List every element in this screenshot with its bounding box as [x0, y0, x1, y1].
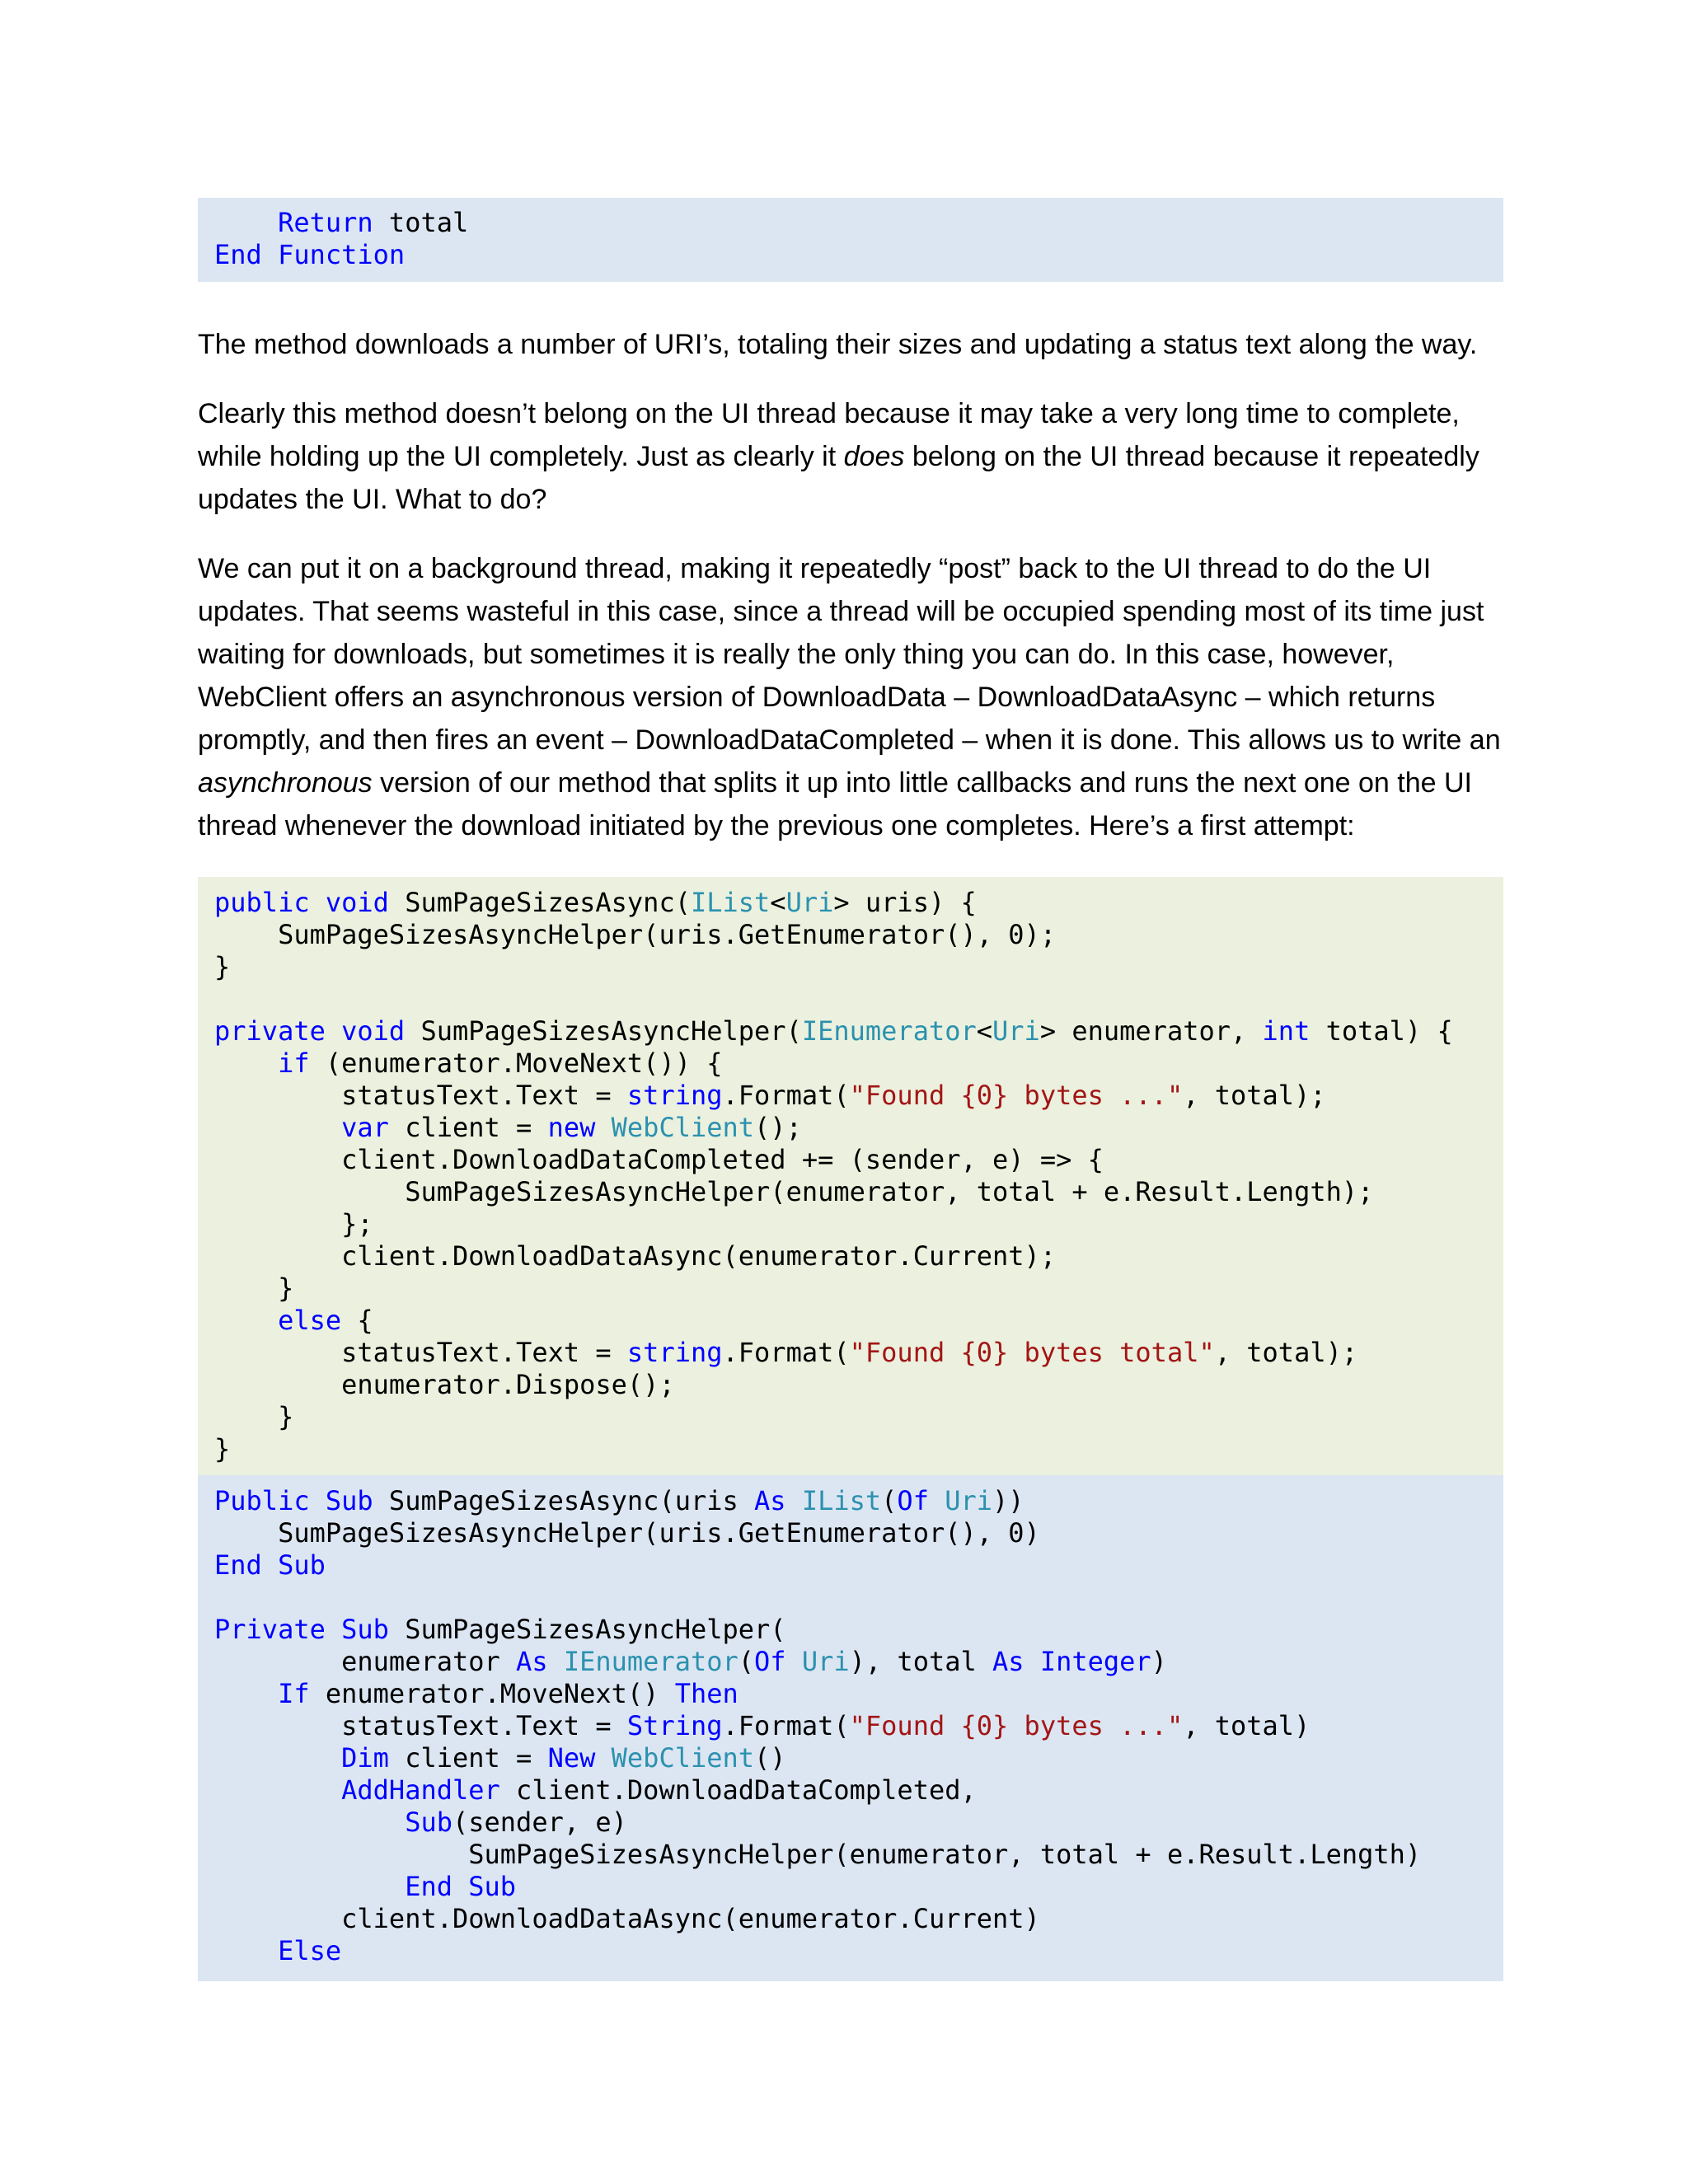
code-line [214, 983, 1503, 1015]
code-token [326, 1015, 341, 1047]
code-token [310, 1485, 326, 1516]
code-line [214, 1485, 1503, 1517]
code-token: ), total [849, 1646, 993, 1677]
code-token: Integer [1039, 1646, 1151, 1677]
code-token [214, 1935, 278, 1966]
code-line [214, 1549, 1503, 1582]
code-token [452, 1871, 468, 1902]
code-token: Uri [945, 1485, 993, 1516]
code-token: SumPageSizesAsync(uris [373, 1485, 755, 1516]
code-token: If [278, 1678, 310, 1709]
code-token: (); [754, 1112, 802, 1143]
code-line [214, 1112, 1503, 1144]
code-line [214, 1871, 1503, 1903]
code-token: < [770, 887, 786, 918]
code-token: enumerator.MoveNext() [309, 1678, 675, 1709]
code-line [214, 1517, 1503, 1549]
code-token [214, 207, 278, 238]
code-token: "Found {0} bytes total" [849, 1337, 1215, 1368]
emphasis-asynchronous: asynchronous [198, 767, 373, 799]
code-token: } [214, 1272, 294, 1304]
code-token: .Format( [722, 1710, 850, 1741]
code-token: As [516, 1646, 548, 1677]
code-token: AddHandler [341, 1774, 500, 1806]
code-token: client.DownloadDataAsync(enumerator.Current); [214, 1240, 1057, 1272]
code-token: client = [388, 1112, 548, 1143]
code-line [214, 1807, 1503, 1839]
code-token: Of [754, 1646, 786, 1677]
code-line [214, 1774, 1503, 1807]
code-line [214, 1272, 1503, 1305]
code-token: "Found {0} bytes ..." [849, 1080, 1184, 1111]
code-token: (enumerator.MoveNext()) { [309, 1047, 723, 1079]
code-token [262, 1549, 278, 1581]
code-line [214, 239, 1503, 271]
code-line [214, 1240, 1503, 1272]
code-token: ( [738, 1646, 755, 1677]
code-token [929, 1485, 945, 1516]
paragraph-text-part1: Clearly this method doesn’t belong on the UI thread because it may take a very long time to complete, while holding up the UI completely. Just as clearly it [198, 398, 1460, 472]
code-token: }; [214, 1208, 373, 1240]
code-token: Private [214, 1614, 326, 1645]
code-token: ) [1151, 1646, 1167, 1677]
code-token [214, 1678, 278, 1709]
code-token [214, 1305, 278, 1336]
code-line [214, 887, 1503, 919]
code-token [1025, 1646, 1040, 1677]
code-token: Sub [468, 1871, 517, 1902]
code-token: SumPageSizesAsyncHelper(uris.GetEnumerator(), 0); [214, 919, 1057, 950]
code-token: As [754, 1485, 786, 1516]
code-token: Of [897, 1485, 929, 1516]
code-token: WebClient [611, 1112, 755, 1143]
code-token: Sub [278, 1549, 326, 1581]
code-token: End [214, 1549, 262, 1581]
code-token: statusText.Text = [214, 1080, 627, 1111]
code-line [214, 1080, 1503, 1112]
code-token: Then [674, 1678, 738, 1709]
code-line [214, 1144, 1503, 1176]
code-token [595, 1112, 611, 1143]
code-token [786, 1646, 802, 1677]
code-token: "Found {0} bytes ..." [849, 1710, 1184, 1741]
code-token: New [547, 1742, 596, 1774]
code-line [214, 1433, 1503, 1465]
code-token: Sub [405, 1807, 452, 1838]
code-token: { [341, 1305, 373, 1336]
code-line [214, 1401, 1503, 1433]
code-token [214, 1807, 405, 1838]
code-token: .Format( [722, 1080, 850, 1111]
code-token: total [373, 207, 469, 238]
code-token: else [278, 1305, 342, 1336]
code-token: IList [801, 1485, 882, 1516]
code-line [214, 1369, 1503, 1401]
paragraph-ui-thread [198, 392, 1503, 521]
code-token [786, 1485, 802, 1516]
code-token [326, 1614, 341, 1645]
code-token: > enumerator, [1039, 1015, 1263, 1047]
code-token: } [214, 951, 231, 982]
paragraph-text-part2: belong on the UI thread because it repeatedly updates the UI. What to do? [198, 441, 1479, 515]
code-token [214, 1047, 278, 1079]
code-token: Public [214, 1485, 310, 1516]
code-token: IList [690, 887, 771, 918]
code-token [595, 1742, 611, 1774]
code-line [214, 1305, 1503, 1337]
code-line [214, 1582, 1503, 1614]
code-line [214, 1208, 1503, 1240]
code-line [214, 1742, 1503, 1774]
code-token: void [341, 1015, 406, 1047]
code-line [214, 1903, 1503, 1935]
code-line [214, 1710, 1503, 1742]
code-line [214, 1935, 1503, 1967]
code-token: SumPageSizesAsyncHelper(enumerator, total + e.Result.Length) [214, 1839, 1422, 1870]
code-line [214, 1176, 1503, 1208]
code-token: , total) [1183, 1710, 1311, 1741]
code-token: Uri [785, 887, 834, 918]
code-token: IEnumerator [563, 1646, 738, 1677]
code-token: } [214, 1401, 294, 1432]
code-token: if [278, 1047, 310, 1079]
code-token: End [214, 239, 262, 270]
code-token: (sender, e) [452, 1807, 627, 1838]
code-line [214, 951, 1503, 983]
vb-code-block [198, 1475, 1503, 1981]
code-token: client.DownloadDataCompleted += (sender, e) => { [214, 1144, 1104, 1175]
code-token [214, 1871, 405, 1902]
code-token [214, 1112, 341, 1143]
paragraph-text-part2: version of our method that splits it up into little callbacks and runs the next one on the UI thread whenever the download initiated by the previous one completes. Here’s a first attempt: [198, 767, 1472, 841]
code-token: client.DownloadDataCompleted, [499, 1774, 977, 1806]
code-line [214, 1047, 1503, 1080]
paragraph-background-thread [198, 547, 1503, 847]
code-token: var [341, 1112, 389, 1143]
code-line [214, 1614, 1503, 1646]
code-token: String [626, 1710, 723, 1741]
code-token: () [754, 1742, 786, 1774]
code-line [214, 919, 1503, 951]
code-token: Sub [325, 1485, 373, 1516]
code-line [214, 1839, 1503, 1871]
code-token: SumPageSizesAsyncHelper(enumerator, total + e.Result.Length); [214, 1176, 1374, 1207]
code-token: private [214, 1015, 326, 1047]
code-token: SumPageSizesAsync( [388, 887, 691, 918]
code-line [214, 207, 1503, 239]
code-line [214, 1015, 1503, 1047]
code-token: Else [278, 1935, 342, 1966]
code-token: int [1262, 1015, 1311, 1047]
code-token: IEnumerator [801, 1015, 977, 1047]
code-token: .Format( [722, 1337, 850, 1368]
code-token: statusText.Text = [214, 1710, 627, 1741]
code-token: Uri [992, 1015, 1040, 1047]
code-token: SumPageSizesAsyncHelper( [388, 1614, 786, 1645]
code-token: Sub [341, 1614, 389, 1645]
code-token [548, 1646, 564, 1677]
code-token [262, 239, 278, 270]
code-token: client = [388, 1742, 548, 1774]
code-token: total) { [1310, 1015, 1453, 1047]
code-line [214, 1337, 1503, 1369]
code-token: As [992, 1646, 1025, 1677]
code-token: client.DownloadDataAsync(enumerator.Current) [214, 1903, 1040, 1934]
code-token [310, 887, 326, 918]
paragraph-text: The method downloads a number of URI’s, totaling their sizes and updating a status text along the way. [198, 329, 1478, 360]
csharp-code-block [198, 877, 1503, 1475]
code-token: WebClient [611, 1742, 755, 1774]
code-token: , total); [1214, 1337, 1358, 1368]
code-token: void [325, 887, 389, 918]
code-line [214, 1678, 1503, 1710]
code-token: enumerator.Dispose(); [214, 1369, 675, 1400]
code-token: End [405, 1871, 452, 1902]
code-token: < [976, 1015, 993, 1047]
code-token: } [214, 1433, 231, 1465]
code-token: ( [881, 1485, 898, 1516]
code-token: string [626, 1080, 723, 1111]
emphasis-does: does [843, 441, 905, 472]
code-token: )) [992, 1485, 1025, 1516]
code-token: statusText.Text = [214, 1337, 627, 1368]
code-token: Function [278, 239, 406, 270]
code-token: public [214, 887, 310, 918]
paragraph-intro [198, 323, 1503, 366]
code-token: Return [278, 207, 373, 238]
code-token: SumPageSizesAsyncHelper(uris.GetEnumerator(), 0) [214, 1517, 1040, 1549]
code-token: > uris) { [833, 887, 977, 918]
code-token: new [547, 1112, 596, 1143]
code-token [214, 1774, 341, 1806]
code-token: Uri [801, 1646, 850, 1677]
code-token: enumerator [214, 1646, 517, 1677]
code-token [214, 1742, 341, 1774]
code-token: Dim [341, 1742, 389, 1774]
code-token: , total); [1183, 1080, 1326, 1111]
code-line [214, 1646, 1503, 1678]
code-token: SumPageSizesAsyncHelper( [405, 1015, 802, 1047]
paragraph-text-part1: We can put it on a background thread, making it repeatedly “post” back to the UI thread to do the UI updates. That seems wasteful in this case, since a thread will be occupied spending most of its time just waiting for downloads, but sometimes it is really the only thing you can do. In this case, however, WebClient offers an asynchronous version of DownloadData – DownloadDataAsync – which returns promptly, and then fires an event – DownloadDataCompleted – when it is done. This allows us to write an [198, 553, 1501, 756]
code-token: string [626, 1337, 723, 1368]
vb-code-block-tail [198, 198, 1503, 282]
